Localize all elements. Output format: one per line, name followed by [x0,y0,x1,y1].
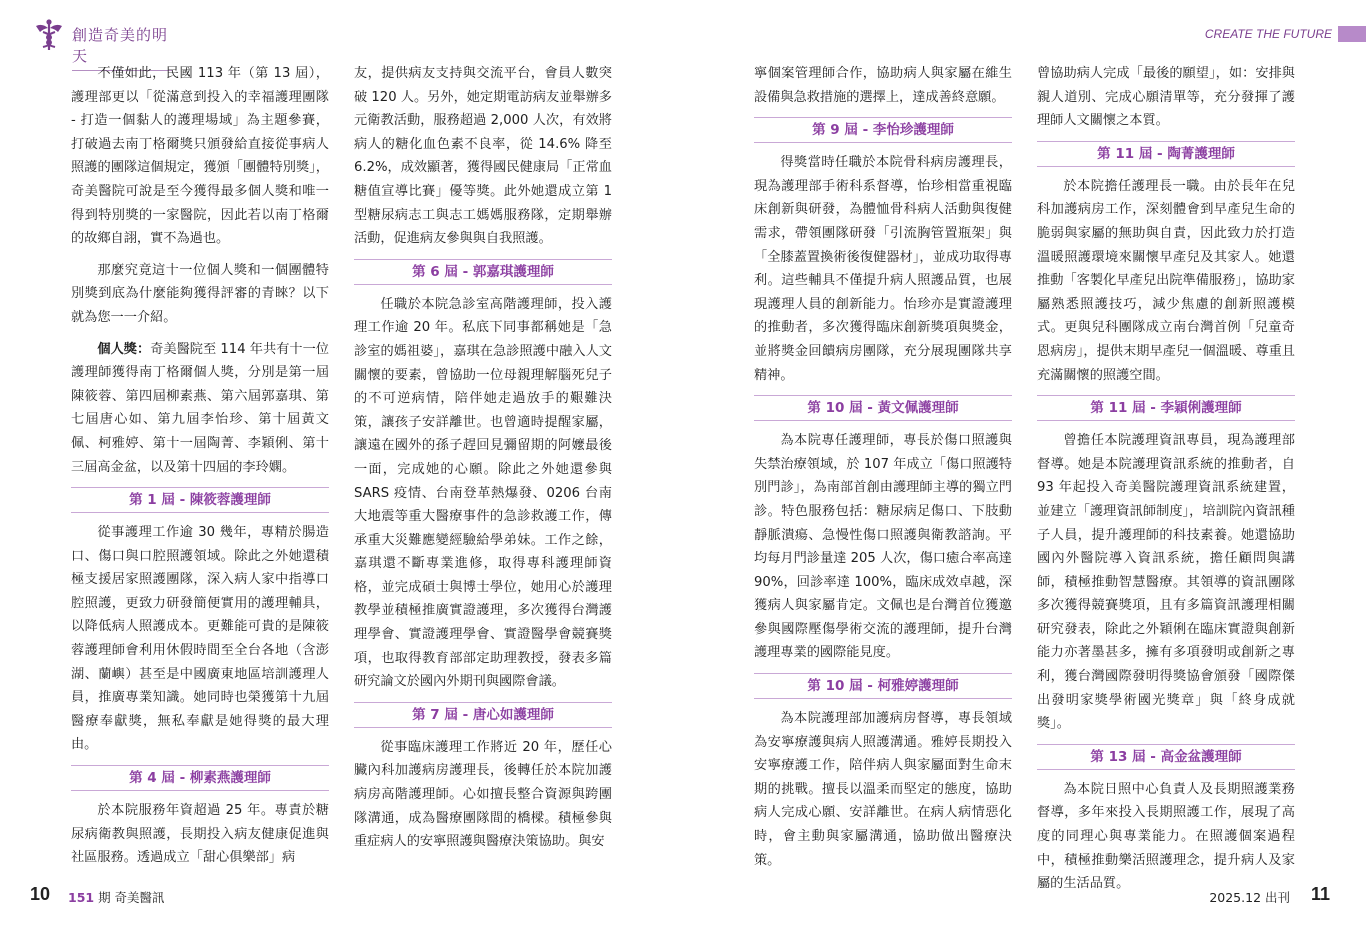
article-column-3 [754,62,1012,880]
paragraph-text: 奇美醫院至 114 年共有十一位護理師獲得南丁格爾個人獎，分別是第一屆陳筱蓉、第四屆柳素燕、第六屆郭嘉琪、第七屆唐心如、第九屆李怡珍、第十屆黃文佩、柯雅婷、第十一屆陶菁、李穎俐、第十三屆高金盆，以及第十四屆的李玲嫻。 [71,341,329,475]
paragraph: 寧個案管理師合作，協助病人與家屬在維生設備與急救措施的選擇上，達成善終意願。 [754,66,1012,105]
article-column-4 [1037,62,1295,904]
section-heading: 第 11 屆 - 陶菁護理師 [1037,141,1295,167]
paragraph [71,338,329,480]
paragraph: 得獎當時任職於本院骨科病房護理長，現為護理部手術科系督導，怡珍相當重視臨床創新與研發，為體恤骨科病人活動與復健需求，帶領團隊研發「引流胸管置瓶架」與「全膝蓋置換術後復健器材」，並成功取得專利。這些輔具不僅提升病人照護品質，也展現護理人員的創新能力。怡珍亦是實證護理的推動者，多次獲得臨床創新獎項與獎金，並將獎金回饋病房團隊，充分展現團隊共享精神。 [754,155,1012,383]
issue-date: 2025.12 出刊 [1209,890,1290,905]
article-column-2 [354,62,612,862]
paragraph: 曾協助病人完成「最後的願望」，如：安排與親人道別、完成心願清單等，充分發揮了護理師人文關懷之本質。 [1037,66,1295,129]
paragraph: 從事護理工作逾 30 幾年，專精於腸造口、傷口與口腔照護領域。除此之外她還積極支援居家照護團隊，深入病人家中指導口腔照護，更致力研發簡便實用的護理輔具，以降低病人照護成本。更難能可貴的是陳筱蓉護理師會利用休假時間至全台各地（含澎湖、蘭嶼）甚至是中國廣東地區培訓護理人員，推廣專業知識。她同時也榮獲第十九屆醫療奉獻獎，無私奉獻是她得獎的最大理由。 [71,525,329,753]
paragraph: 曾擔任本院護理資訊專員，現為護理部督導。她是本院護理資訊系統的推動者，自 93 年起投入奇美醫院護理資訊系統建置，並建立「護理資訊師制度」，培訓院內資訊種子人員，提升護理師的科技素養。她還協助國內外醫院導入資訊系統，擔任顧問與講師，積極推動智慧醫療。其領導的資訊團隊多次獲得競賽獎項，且有多篇資訊護理相關研究發表，除此之外穎俐在臨床實證與創新能力亦著墨甚多，擁有多項發明或創新之專利，獲台灣國際發明得獎協會頒發「國際傑出發明家獎學術國光獎章」與「終身成就獎」。 [1037,433,1295,732]
article-column-1 [71,62,329,878]
section-heading: 第 10 屆 - 黃文佩護理師 [754,395,1012,421]
paragraph: 為本院護理部加護病房督導，專長領域為安寧療護與病人照護溝通。雅婷長期投入安寧療護工作，陪伴病人與家屬面對生命末期的挑戰。擅長以溫柔而堅定的態度，協助病人完成心願、安詳離世。在病人病情惡化時，會主動與家屬溝通，協助做出醫療決策。 [754,711,1012,868]
section-heading: 第 1 屆 - 陳筱蓉護理師 [71,487,329,513]
issue-label [68,888,165,906]
paragraph: 為本院專任護理師，專長於傷口照護與失禁治療領域，於 107 年成立「傷口照護特別門診」，為南部首創由護理師主導的獨立門診。特色服務包括：糖尿病足傷口、下肢動靜脈潰瘍、急慢性傷口照護與衛教諮詢。平均每月門診量達 205 人次，傷口癒合率高達 90%，回診率達 100%，臨床成效卓越，深獲病人與家屬肯定。文佩也是台灣首位獲邀參與國際壓傷學術交流的護理師，提升台灣護理專業的國際能見度。 [754,433,1012,661]
paragraph: 於本院服務年資超過 25 年。專責於糖尿病衛教與照護，長期投入病友健康促進與社區服務。透過成立「甜心俱樂部」病 [71,803,329,866]
paragraph: 友，提供病友支持與交流平台，會員人數突破 120 人。另外，她定期電訪病友並舉辦多元衛教活動，服務超過 2,000 人次，有效將病人的糖化血色素不良率，從 14.6% 降至 6.2%，成效顯著，獲得國民健康局「正常血糖值宣導比賽」優等獎。此外她還成立第 1 型糖尿病志工與志工媽媽服務隊，定期舉辦活動，促進病友參與與自我照護。 [354,66,612,247]
section-heading: 第 11 屆 - 李穎俐護理師 [1037,395,1295,421]
paragraph: 不僅如此，民國 113 年（第 13 屆），護理部更以「從滿意到投入的幸福護理團隊 - 打造一個黏人的護理場域」為主題參賽，打破過去南丁格爾獎只頒發給直接從事病人照護的團隊這個規定，獲頒「團體特別獎」，奇美醫院可說是至今獲得最多個人獎和唯一得到特別獎的一家醫院，因此若以南丁格爾的故鄉自詡，實不為過也。 [71,66,329,247]
page-number-right: 11 [1310,884,1330,904]
paragraph-lead-in: 個人獎： [97,341,151,357]
section-heading: 第 7 屆 - 唐心如護理師 [354,702,612,728]
paragraph: 從事臨床護理工作將近 20 年，歷任心臟內科加護病房護理長，後轉任於本院加護病房高階護理師。心如擅長整合資源與跨團隊溝通，成為醫療團隊間的橋樑。積極參與重症病人的安寧照護與醫療決策協助。與安 [354,739,612,850]
section-heading: 第 13 屆 - 高金盆護理師 [1037,744,1295,770]
paragraph: 於本院擔任護理長一職。由於長年在兒科加護病房工作，深刻體會到早產兒生命的脆弱與家屬的無助與自責，因此致力於打造溫暖照護環境來關懷早產兒及其家人。她還推動「客製化早產兒出院準備服務」，協助家屬熟悉照護技巧，減少焦慮的創新照護模式。更與兒科團隊成立南台灣首例「兒童奇恩病房」，提供末期早產兒一個溫暖、尊重且充滿關懷的照護空間。 [1037,178,1295,383]
section-heading: 第 9 屆 - 李怡珍護理師 [754,117,1012,143]
paragraph: 為本院日照中心負責人及長期照護業務督導，多年來投入長期照護工作，展現了高度的同理心與專業能力。在照護個案過程中，積極推動樂活照護理念，提升病人及家屬的生活品質。 [1037,781,1295,892]
section-heading: 第 4 屆 - 柳素燕護理師 [71,765,329,791]
paragraph: 那麼究竟這十一位個人獎和一個團體特別獎到底為什麼能夠獲得評審的青睞？以下就為您一一介紹。 [71,262,329,325]
issue-number: 151 [68,890,95,905]
section-heading: 第 10 屆 - 柯雅婷護理師 [754,673,1012,699]
running-head-tagline: CREATE THE FUTURE [1204,27,1332,41]
running-head-title: 創造奇美的明天 [72,24,172,71]
page-number-left: 10 [30,884,51,904]
header-accent-bar [1338,26,1366,42]
issue-text: 期 奇美醫訊 [98,890,165,905]
section-heading: 第 6 屆 - 郭嘉琪護理師 [354,259,612,285]
paragraph: 任職於本院急診室高階護理師，投入護理工作逾 20 年。私底下同事都稱她是「急診室的媽祖婆」，嘉琪在急診照護中融入人文關懷的要素，曾協助一位母親理解腦死兒子的不可逆病情，陪伴她走過放手的艱難決策，讓孩子安詳離世。也曾適時提醒家屬，讓遠在國外的孫子趕回見彌留期的阿嬤最後一面，完成她的心願。除此之外她還參與 SARS 疫情、台南登革熱爆發、0206 台南大地震等重大醫療事件的急診救護工作，傳承重大災難應變經驗給學弟妹。工作之餘，嘉琪還不斷專業進修，取得專科護理師資格，並完成碩士與博士學位，她用心於護理教學並積極推廣實證護理，多次獲得台灣護理學會、實證護理學會、實證醫學會競賽獎項，也取得教育部部定助理教授，發表多篇研究論文於國內外期刊與國際會議。 [354,296,612,690]
caduceus-logo-icon [34,18,64,52]
